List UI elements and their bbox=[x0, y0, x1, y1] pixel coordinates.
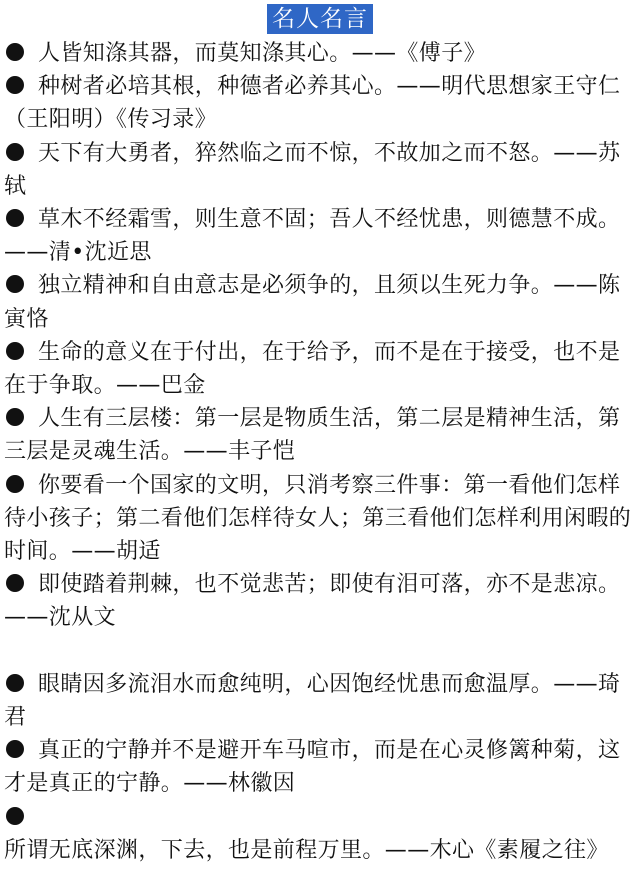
quote-text: 种树者必培其根，种德者必养其心。——明代思想家王守仁（王阳明）《传习录》 bbox=[4, 74, 621, 133]
quote-item bbox=[4, 70, 634, 136]
bullet-icon bbox=[6, 674, 24, 692]
bullet-icon bbox=[6, 43, 24, 61]
quote-text: 人皆知涤其器，而莫知涤其心。——《傅子》 bbox=[38, 41, 487, 66]
quote-text: 所谓无底深渊，下去，也是前程万里。——木心《素履之往》 bbox=[4, 837, 609, 863]
title-wrap bbox=[0, 4, 640, 34]
quote-item bbox=[4, 402, 634, 468]
bullet-icon bbox=[6, 342, 24, 360]
bullet-icon bbox=[6, 740, 24, 758]
quote-item bbox=[4, 734, 634, 800]
bullet-icon bbox=[6, 475, 24, 493]
bullet-icon bbox=[6, 76, 24, 94]
quote-text: 你要看一个国家的文明，只消考察三件事：第一看他们怎样待小孩子；第二看他们怎样待女人；第三看他们怎样利用闲暇的时间。——胡适 bbox=[4, 472, 632, 565]
quote-item bbox=[4, 469, 634, 569]
quote-text: 即使踏着荆棘，也不觉悲苦；即使有泪可落，亦不是悲凉。——沈从文 bbox=[4, 572, 621, 631]
quote-text: 眼睛因多流泪水而愈纯明，心因饱经忧患而愈温厚。——琦君 bbox=[4, 671, 621, 731]
quote-item bbox=[4, 269, 634, 335]
quote-text: 草木不经霜雪，则生意不固；吾人不经忧患，则德慧不成。——清•沈近思 bbox=[4, 207, 621, 266]
quote-item bbox=[4, 203, 634, 269]
bullet-icon bbox=[6, 275, 24, 293]
quote-text: 真正的宁静并不是避开车马喧市，而是在心灵修篱种菊，这才是真正的宁静。——林徽因 bbox=[4, 738, 621, 797]
quote-item bbox=[4, 568, 634, 634]
quote-text: 生命的意义在于付出，在于给予，而不是在于接受，也不是在于争取。——巴金 bbox=[4, 339, 621, 399]
bullet-icon bbox=[6, 209, 24, 227]
quote-item bbox=[4, 137, 634, 203]
blank-gap bbox=[4, 635, 634, 668]
bullet-icon bbox=[6, 408, 24, 426]
quote-text: 天下有大勇者，猝然临之而不惊，不故加之而不怒。——苏轼 bbox=[4, 140, 621, 199]
quote-text: 人生有三层楼：第一层是物质生活，第二层是精神生活，第三层是灵魂生活。——丰子恺 bbox=[4, 406, 621, 465]
quote-item bbox=[4, 801, 634, 867]
quote-item bbox=[4, 668, 634, 734]
bullet-icon bbox=[6, 807, 24, 825]
bullet-icon bbox=[6, 143, 24, 161]
quote-text: 独立精神和自由意志是必须争的，且须以生死力争。——陈寅恪 bbox=[4, 273, 621, 332]
quote-list bbox=[4, 37, 634, 867]
page-title: 名人名言 bbox=[267, 4, 373, 34]
bullet-icon bbox=[6, 574, 24, 592]
quote-item bbox=[4, 37, 634, 70]
quote-item bbox=[4, 336, 634, 402]
